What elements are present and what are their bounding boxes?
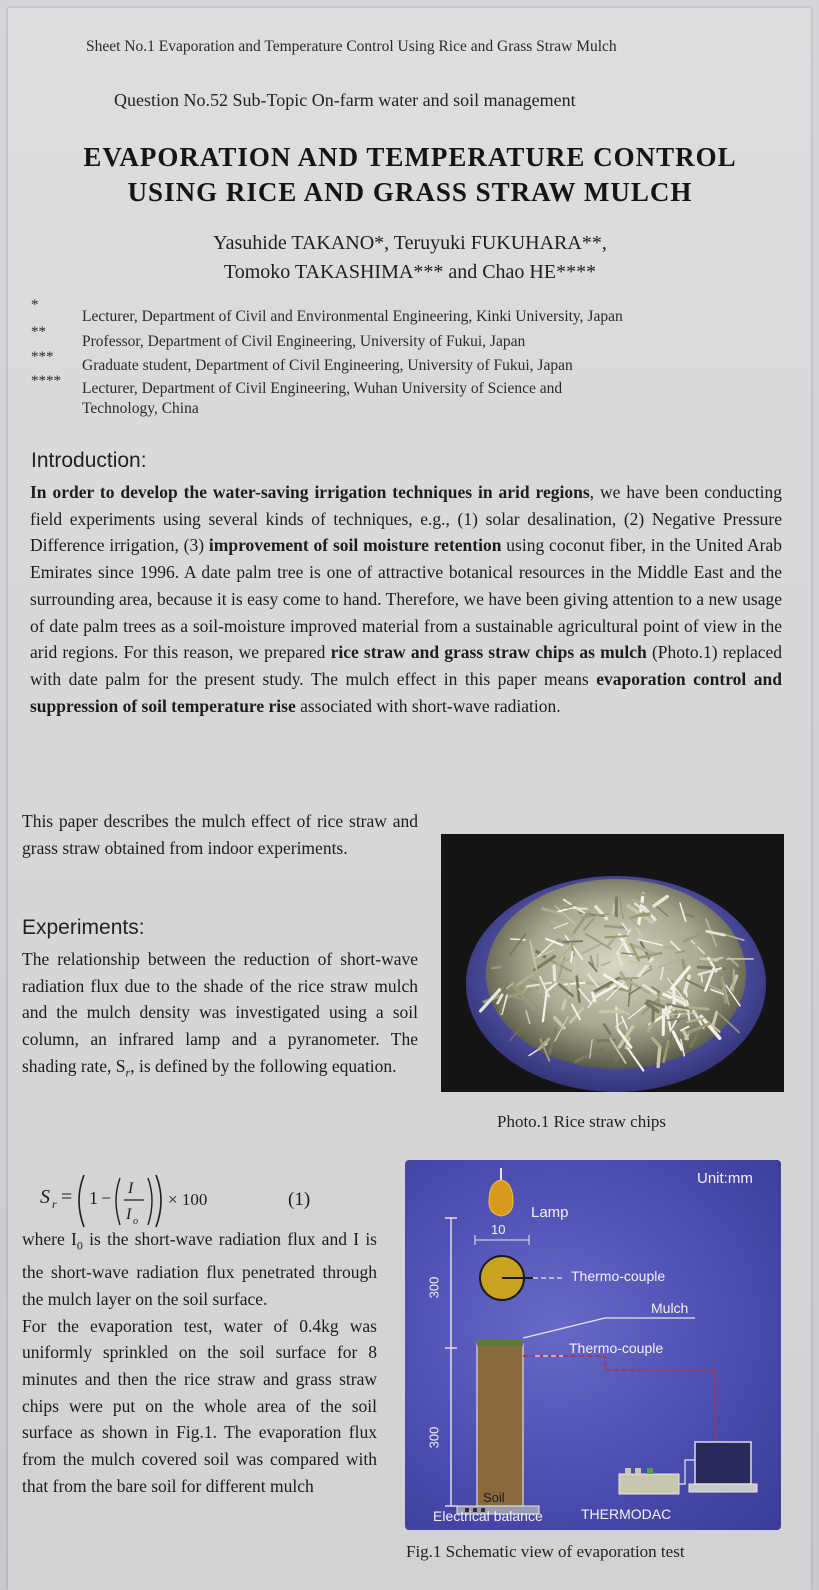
affiliation-1: Lecturer, Department of Civil and Environmental Engineering, Kinki University, Japan <box>82 308 623 325</box>
experiments-heading: Experiments: <box>22 916 145 939</box>
unit-label: Unit:mm <box>697 1170 753 1187</box>
evaporation-text: For the evaporation test, water of 0.4kg was uniformly sprinkled on the soil surface for 8 minutes and then the rice straw and grass straw chips were put on the whole area of the soil surface as shown in Fig.1. The evaporation flux from the mulch covered soil was compared with that from the bare soil for different mulch <box>22 1315 377 1496</box>
intro-text-4: associated with short-wave radiation. <box>295 695 561 716</box>
eq-denominator: I <box>126 1206 132 1223</box>
where-sub-0: 0 <box>76 1238 83 1253</box>
eq-numerator: I <box>128 1180 134 1197</box>
soil-label: Soil <box>483 1490 505 1505</box>
svg-text:−: − <box>101 1188 112 1208</box>
thermocouple-label-2: Thermo-couple <box>569 1340 664 1356</box>
rice-straw-photo <box>441 834 784 1092</box>
title-line-1: EVAPORATION AND TEMPERATURE CONTROL <box>83 142 737 172</box>
electrical-balance-label: Electrical balance <box>433 1508 543 1524</box>
thermocouple-label-1: Thermo-couple <box>571 1268 666 1284</box>
affiliation-mark-4: **** <box>31 373 61 389</box>
affiliation-mark-2: ** <box>31 324 46 340</box>
intro-bold-1: In order to develop the water-saving irrigation techniques in arid regions <box>30 482 590 502</box>
sheet-number-line: Sheet No.1 Evaporation and Temperature Control Using Rice and Grass Straw Mulch <box>86 38 617 55</box>
affiliation-mark-1: * <box>31 297 39 313</box>
intro-bold-2: improvement of soil moisture retention <box>208 535 502 556</box>
thermodac-label: THERMODAC <box>581 1506 672 1522</box>
schematic-figure <box>405 1160 781 1530</box>
experiments-paragraph <box>22 946 418 1086</box>
introduction-paragraph <box>30 479 782 719</box>
eq-times-100: × 100 <box>168 1190 208 1209</box>
eq-one: 1 <box>89 1188 98 1208</box>
affiliation-mark-3: *** <box>31 349 54 365</box>
exp-text-2: , is defined by the following equation. <box>130 1055 397 1076</box>
dimension-300-bottom: 300 <box>426 1426 442 1449</box>
affiliation-3: Graduate student, Department of Civil Engineering, University of Fukui, Japan <box>82 357 573 374</box>
intro-bold-4: evaporation control and suppression of soil temperature rise <box>30 668 782 716</box>
lamp-label: Lamp <box>531 1204 569 1221</box>
exp-text-1: The relationship between the reduction of short-wave radiation flux due to the shade of the rice straw mulch and the mulch density was investigated using a soil column, an infrared lamp and a pyranometer. The shading rate, S <box>22 949 418 1076</box>
affiliation-4: Lecturer, Department of Civil Engineering, Wuhan University of Science and <box>82 380 563 397</box>
introduction-heading: Introduction: <box>31 449 147 472</box>
intro-text-2: using coconut fiber, in the United Arab Emirates since 1996. A date palm tree is one of attractive botanical resources in the Middle East and the surrounding area, because it is easy come to hand. Therefore, we have been giving attention to a new usage of date palm trees as a soil-moisture improved material from a sustainable agricultural point of view in the arid regions. For this reason, we prepared <box>30 535 783 663</box>
question-line: Question No.52 Sub-Topic On-farm water and soil management <box>114 90 576 110</box>
affiliation-2: Professor, Department of Civil Engineering, University of Fukui, Japan <box>82 333 526 350</box>
mulch-label: Mulch <box>651 1300 689 1316</box>
eq-lhs: S <box>40 1186 50 1208</box>
where-text-1: where I <box>22 1229 77 1249</box>
dimension-300-top: 300 <box>426 1276 442 1299</box>
exp-sub-r: r <box>125 1065 131 1080</box>
where-paragraph <box>22 1226 377 1500</box>
authors-line-2: Tomoko TAKASHIMA*** and Chao HE**** <box>223 261 597 283</box>
intro-text-1: , we have been conducting field experiments using several kinds of techniques, e.g., (1) solar desalination, (2) Negative Pressure Difference irrigation, (3) <box>30 482 783 556</box>
shading-rate-equation <box>40 1165 340 1235</box>
intro-bold-3: rice straw and grass straw chips as mulch <box>330 642 647 663</box>
figure-caption: Fig.1 Schematic view of evaporation test <box>406 1542 685 1561</box>
introduction-paragraph-2: This paper describes the mulch effect of rice straw and grass straw obtained from indoor experiments. <box>22 811 418 858</box>
rice-straw-chips-image <box>441 834 784 1092</box>
title-line-2: USING RICE AND GRASS STRAW MULCH <box>127 177 693 207</box>
eq-denominator-sub: o <box>133 1216 138 1227</box>
eq-lhs-sub: r <box>52 1197 57 1211</box>
authors-line-1: Yasuhide TAKANO*, Teruyuki FUKUHARA**, <box>213 232 607 254</box>
affiliation-4-continuation: Technology, China <box>82 400 199 417</box>
where-text-2: is the short-wave radiation flux and I is the short-wave radiation flux penetrated through the mulch layer on the soil surface. <box>22 1229 377 1309</box>
dimension-10-label: 10 <box>491 1222 506 1237</box>
intro-text-3: (Photo.1) replaced with date palm for the present study. The mulch effect in this paper means <box>30 642 782 689</box>
svg-text:=: = <box>61 1186 73 1208</box>
eq-number: (1) <box>288 1189 311 1210</box>
photo-caption: Photo.1 Rice straw chips <box>497 1112 667 1131</box>
